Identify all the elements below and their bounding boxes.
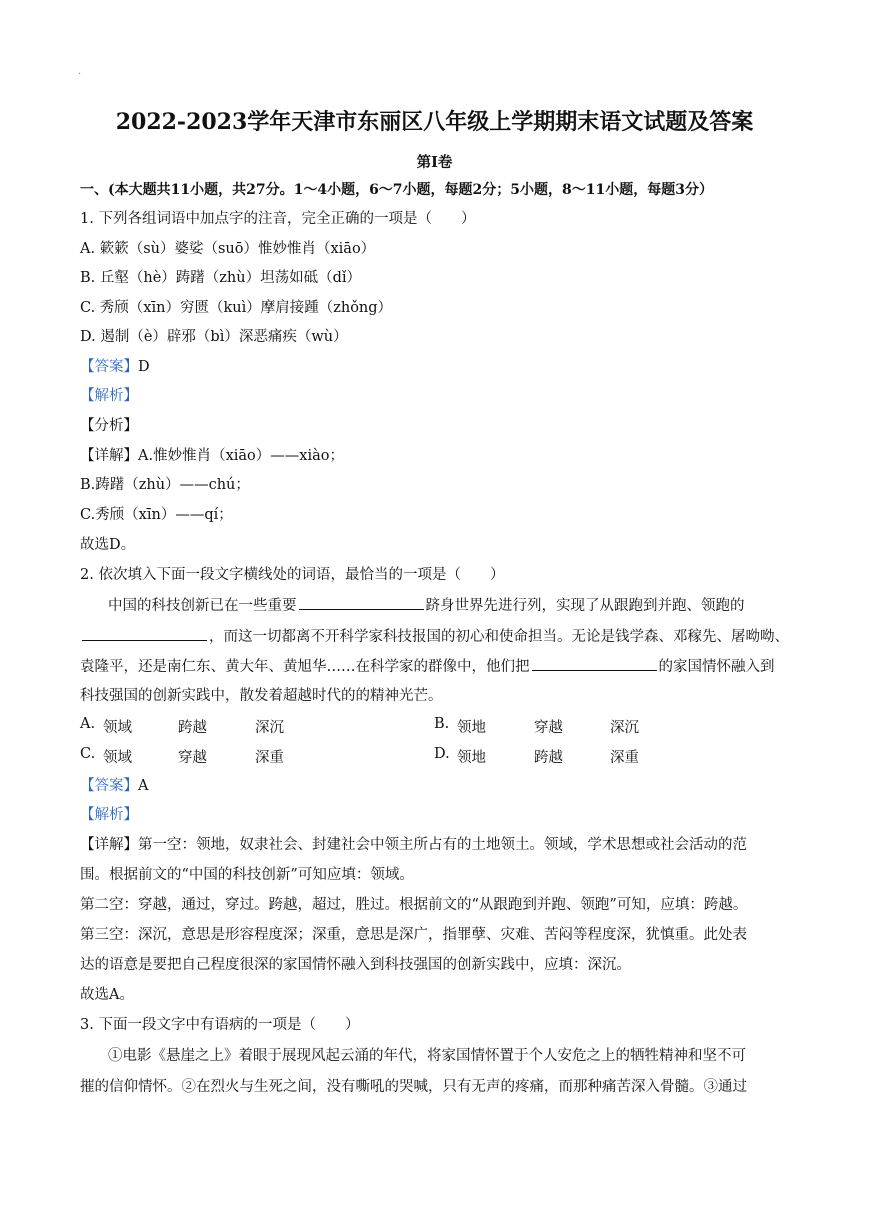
q1-analysis-tag: 【解析】: [80, 388, 138, 404]
q1-stem: 1. 下列各组词语中加点字的注音，完全正确的一项是（ ）: [80, 211, 476, 227]
section-heading: 一、(本大题共11小题，共27分。1～4小题，6～7小题，每题2分；5小题，8～11小题，每题3分）: [80, 182, 713, 198]
q1-detail-3: C.秀颀（xīn）——qí；: [80, 507, 233, 523]
q2-option-c: C.: [80, 746, 96, 762]
fill-blank-1: [299, 595, 424, 610]
q1-detail-2: B.踌躇（zhù）——chú；: [80, 477, 250, 493]
q2-passage-line-3: [80, 656, 775, 677]
q2-detail-4: 第三空：深沉，意思是形容程度深；深重，意思是深广，指罪孽、灾难、苦闷等程度深，犹慎重。此处表: [80, 927, 747, 943]
q1-answer: [80, 357, 150, 377]
header-dot: .: [78, 66, 82, 77]
q2-option-d-word-1: 领地: [457, 750, 486, 766]
q2-option-c-word-2: 穿越: [178, 750, 207, 766]
q1-option-c: C. 秀颀（xīn）穷匮（kuì）摩肩接踵（zhǒng）: [80, 300, 393, 316]
passage-text: 中国的科技创新已在一些重要: [108, 598, 297, 614]
q2-detail-5: 达的语意是要把自己程度很深的家国情怀融入到科技强国的创新实践中，应填：深沉。: [80, 957, 631, 973]
volume-heading: 第I卷: [416, 154, 453, 171]
q2-option-b-word-2: 穿越: [534, 720, 563, 736]
passage-text: 袁隆平，还是南仁东、黄大年、黄旭华……在科学家的群像中，他们把: [80, 659, 530, 675]
answer-value: A: [138, 778, 149, 794]
passage-text: 跻身世界先进行列，实现了从跟跑到并跑、领跑的: [425, 598, 745, 614]
q2-conclusion: 故选A。: [80, 987, 134, 1003]
q2-passage-line-2: [80, 626, 789, 647]
answer-value: D: [138, 359, 150, 375]
answer-tag: 【答案】: [80, 359, 138, 375]
q2-passage-line-1: [108, 595, 745, 616]
q2-passage-line-4: 科技强国的创新实践中，散发着超越时代的的精神光芒。: [80, 688, 443, 704]
q3-stem: 3. 下面一段文字中有语病的一项是（ ）: [80, 1017, 360, 1033]
q2-analysis-tag: 【解析】: [80, 807, 138, 823]
q2-option-a-word-1: 领域: [103, 720, 132, 736]
document-title: 2022-2023学年天津市东丽区八年级上学期期末语文试题及答案: [115, 109, 754, 135]
q2-option-d-word-3: 深重: [610, 750, 639, 766]
q1-option-b: B. 丘壑（hè）踌躇（zhù）坦荡如砥（dǐ）: [80, 270, 362, 286]
fill-blank-3: [532, 656, 657, 671]
passage-text: ，而这一切都离不开科学家科技报国的初心和使命担当。无论是钱学森、邓稼先、屠呦呦、: [209, 629, 789, 645]
q1-fenxi: 【分析】: [80, 418, 138, 434]
q2-stem: 2. 依次填入下面一段文字横线处的词语，最恰当的一项是（ ）: [80, 567, 505, 583]
q2-option-b-word-1: 领地: [457, 720, 486, 736]
q2-option-d: D.: [434, 746, 450, 762]
q2-option-a-word-2: 跨越: [178, 720, 207, 736]
q2-detail-2: 围。根据前文的“中国的科技创新”可知应填：领域。: [80, 867, 414, 883]
q1-detail-1: 【详解】A.惟妙惟肖（xiāo）——xiào；: [80, 448, 344, 464]
q2-detail-3: 第二空：穿越，通过，穿过。跨越，超过，胜过。根据前文的“从跟跑到并跑、领跑”可知，应填：跨越。: [80, 897, 748, 913]
fill-blank-2: [82, 626, 207, 641]
option-letter: A.: [80, 716, 96, 732]
q2-option-b: B.: [434, 716, 450, 732]
q2-option-a-word-3: 深沉: [255, 720, 284, 736]
q2-option-d-word-2: 跨越: [534, 750, 563, 766]
answer-tag: 【答案】: [80, 778, 138, 794]
q2-answer: [80, 776, 148, 796]
q3-passage-line-2: 摧的信仰情怀。②在烈火与生死之间，没有嘶吼的哭喊，只有无声的疼痛，而那种痛苦深入骨髓。③通过: [80, 1079, 747, 1095]
q2-option-c-word-3: 深重: [255, 750, 284, 766]
q1-option-a: A. 簌簌（sù）婆娑（suō）惟妙惟肖（xiāo）: [80, 241, 376, 257]
q1-conclusion: 故选D。: [80, 537, 136, 553]
q2-option-a: [80, 716, 95, 732]
passage-text: 的家国情怀融入到: [658, 659, 775, 675]
q2-option-b-word-3: 深沉: [610, 720, 639, 736]
q2-option-c-word-1: 领域: [103, 750, 132, 766]
q1-option-d: D. 遏制（è）辟邪（bì）深恶痛疾（wù）: [80, 329, 348, 345]
q3-passage-line-1: ①电影《悬崖之上》着眼于展现风起云涌的年代，将家国情怀置于个人安危之上的牺牲精神和坚不可: [108, 1048, 746, 1064]
q2-detail-1: 【详解】第一空：领地，奴隶社会、封建社会中领主所占有的土地领土。领域，学术思想或社会活动的范: [80, 837, 747, 853]
